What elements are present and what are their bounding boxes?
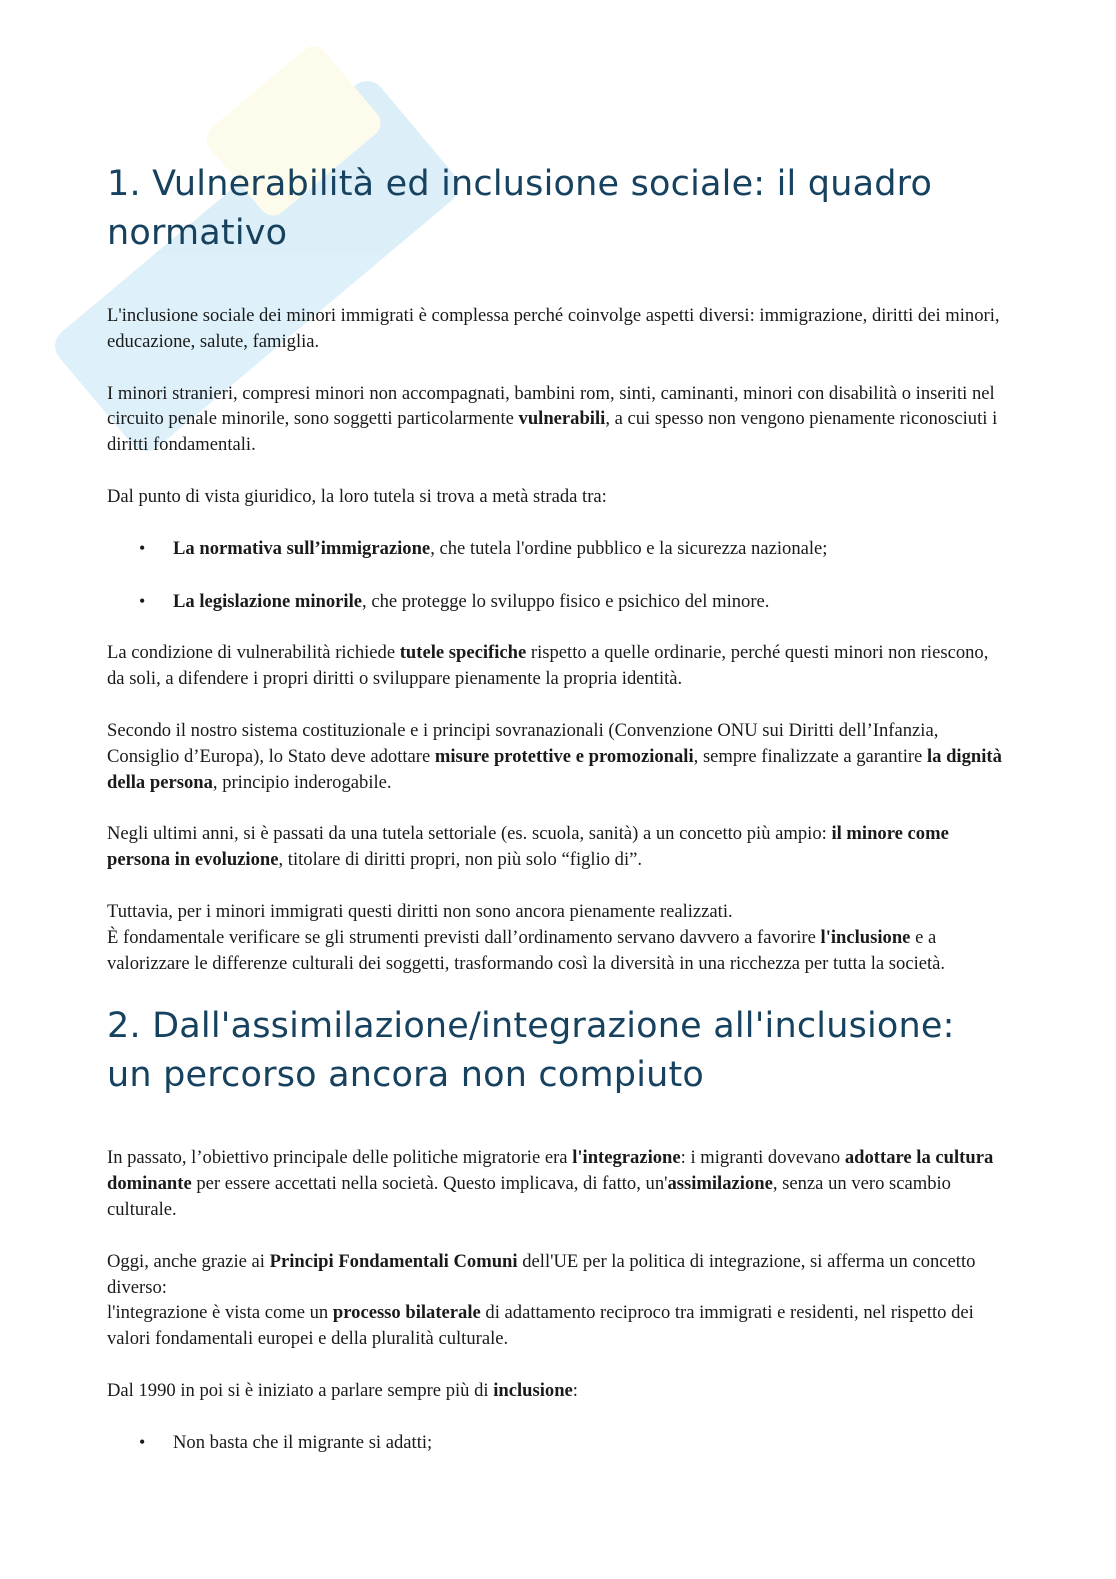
section-1-paragraph-3: Dal punto di vista giuridico, la loro tutela si trova a metà strada tra: [107, 485, 607, 507]
document-page [107, 160, 1007, 1482]
section-1-paragraph-2: I minori stranieri, compresi minori non accompagnati, bambini rom, sinti, caminanti, minori con disabilità o inseriti nel circuito penale minorile, sono soggetti particolarmente vulnerabili, a cui spesso non vengono pienamente riconosciuti i diritti fondamentali. [107, 382, 998, 456]
section-1-paragraph-4: La condizione di vulnerabilità richiede tutele specifiche rispetto a quelle ordinarie, perché questi minori non riescono, da soli, a difendere i propri diritti o sviluppare pienamente la propria identità. [107, 642, 989, 690]
list-item: • La normativa sull’immigrazione, che tutela l'ordine pubblico e la sicurezza nazionale; [107, 536, 1007, 562]
section-2-paragraph-3: Dal 1990 in poi si è iniziato a parlare sempre più di inclusione: [107, 1379, 578, 1401]
section-2-paragraph-2: Oggi, anche grazie ai Principi Fondamentali Comuni dell'UE per la politica di integrazione, si afferma un concetto diverso: l'integrazione è vista come un processo bilaterale di adattamento reciproco tra immigrati e residenti, nel rispetto dei valori fondamentali europei e della pluralità culturale. [107, 1250, 976, 1350]
section-1-paragraph-7: Tuttavia, per i minori immigrati questi diritti non sono ancora pienamente realizzati. È fondamentale verificare se gli strumenti previsti dall’ordinamento servano davvero a favorire l'inclusione e a valorizzare le differenze culturali dei soggetti, trasformando così la diversità in una ricchezza per tutta la società. [107, 900, 946, 974]
list-item: • La legislazione minorile, che protegge lo sviluppo fisico e psichico del minore. [107, 589, 1007, 615]
section-1-paragraph-6: Negli ultimi anni, si è passati da una tutela settoriale (es. scuola, sanità) a un concetto più ampio: il minore come persona in evoluzione, titolare di diritti propri, non più solo “figlio di”. [107, 823, 949, 871]
section-1-paragraph-5: Secondo il nostro sistema costituzionale e i principi sovranazionali (Convenzione ONU sui Diritti dell’Infanzia, Consiglio d’Europa), lo Stato deve adottare misure protettive e promozionali, sempre finalizzate a garantire la dignità della persona, principio inderogabile. [107, 719, 1002, 793]
section-1-title: 1. Vulnerabilità ed inclusione sociale: il quadro normativo [107, 164, 933, 253]
section-2-list [107, 1430, 1007, 1456]
section-1-list [107, 536, 1007, 615]
section-2-paragraph-1: In passato, l’obiettivo principale delle politiche migratorie era l'integrazione: i migranti dovevano adottare la cultura dominante per essere accettati nella società. Questo implicava, di fatto, un'assimilazione, senza un vero scambio culturale. [107, 1147, 994, 1220]
list-item: • Non basta che il migrante si adatti; [107, 1430, 1007, 1456]
section-1-paragraph-1: L'inclusione sociale dei minori immigrati è complessa perché coinvolge aspetti diversi: immigrazione, diritti dei minori, educazione, salute, famiglia. [107, 305, 1000, 352]
section-2-title: 2. Dall'assimilazione/integrazione all'inclusione: un percorso ancora non compiuto [107, 1006, 955, 1096]
